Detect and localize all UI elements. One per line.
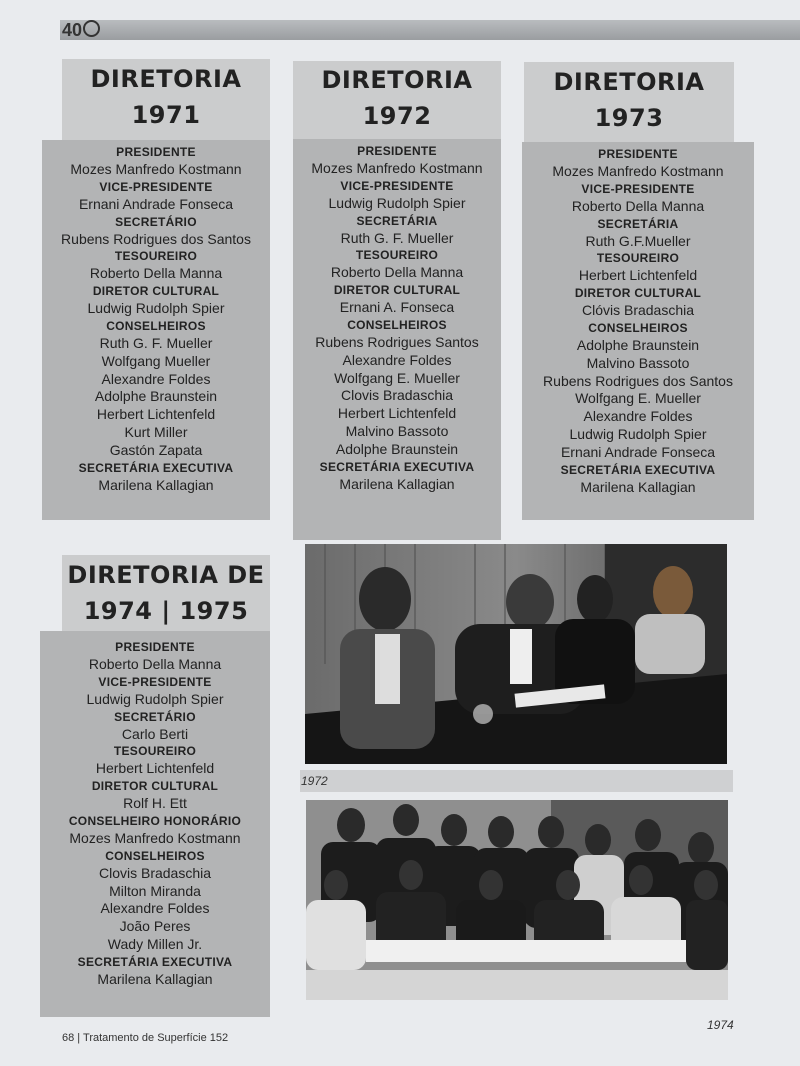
member-name: Clóvis Bradaschia — [581, 302, 695, 319]
role-label: TESOUREIRO — [596, 251, 680, 266]
member-name: Ruth G. F. Mueller — [340, 229, 454, 246]
member-name: Ludwig Rudolph Spier — [569, 425, 707, 442]
top-bar — [60, 20, 800, 40]
member-name: Alexandre Foldes — [342, 351, 452, 368]
role-label: PRESIDENTE — [115, 640, 195, 654]
role-label: TESOUREIRO — [114, 249, 198, 264]
member-name: Herbert Lichtenfeld — [96, 406, 216, 423]
member-name: Wolfgang E. Mueller — [575, 390, 701, 407]
role-label: CONSELHEIROS — [347, 317, 447, 332]
member-name: Marilena Kallagian — [98, 476, 214, 493]
board-year: 1971 — [131, 101, 201, 129]
role-label: SECRETÁRIA — [356, 213, 438, 228]
board-title: DIRETORIA — [90, 65, 242, 93]
board-title: DIRETORIA — [321, 66, 473, 94]
member-name: Adolphe Braunstein — [576, 336, 700, 353]
board-year: 1973 — [594, 104, 664, 132]
role-label: CONSELHEIROS — [106, 318, 206, 333]
member-name: João Peres — [119, 918, 191, 935]
role-label: PRESIDENTE — [357, 144, 437, 158]
member-name: Roberto Della Manna — [89, 265, 223, 282]
role-label: SECRETÁRIA — [597, 216, 679, 231]
board-title: DIRETORIA — [553, 68, 705, 96]
role-label: CONSELHEIROS — [588, 320, 688, 335]
photo-1972-caption: 1972 — [301, 774, 328, 788]
member-name: Malvino Bassoto — [586, 354, 690, 371]
role-label: VICE-PRESIDENTE — [581, 181, 695, 196]
member-name: Kurt Miller — [124, 423, 188, 440]
role-label: SECRETÁRIO — [114, 709, 196, 724]
member-name: Roberto Della Manna — [88, 656, 222, 672]
member-name: Marilena Kallagian — [97, 970, 213, 987]
member-name: Herbert Lichtenfeld — [95, 760, 215, 777]
board-title: DIRETORIA DE — [67, 561, 265, 589]
member-name: Alexandre Foldes — [100, 900, 210, 917]
member-name: Ludwig Rudolph Spier — [328, 194, 466, 211]
member-name: Mozes Manfredo Kostmann — [69, 829, 241, 846]
board-1973-members — [522, 142, 754, 520]
member-name: Roberto Della Manna — [571, 197, 705, 214]
board-1974-members — [40, 631, 270, 1017]
role-label: VICE-PRESIDENTE — [99, 179, 213, 194]
member-name: Milton Miranda — [109, 882, 201, 899]
member-name: Wolfgang E. Mueller — [334, 369, 460, 386]
member-name: Rolf H. Ett — [123, 795, 187, 812]
member-name: Roberto Della Manna — [330, 264, 464, 281]
role-label: TESOUREIRO — [355, 248, 439, 263]
group-photo-image — [306, 800, 728, 1000]
member-name: Alexandre Foldes — [583, 408, 693, 425]
role-label: SECRETÁRIA EXECUTIVA — [77, 954, 233, 969]
member-name: Alexandre Foldes — [101, 370, 211, 387]
role-label: DIRETOR CULTURAL — [91, 779, 219, 794]
role-label: CONSELHEIRO HONORÁRIO — [68, 813, 242, 828]
board-1973-header — [524, 62, 734, 142]
board-1972-header — [293, 61, 501, 139]
role-label: CONSELHEIROS — [105, 848, 205, 863]
photo-1974-group — [306, 800, 728, 1000]
caption-bar — [300, 770, 733, 792]
member-name: Rubens Rodrigues Santos — [315, 333, 479, 350]
member-name: Malvino Bassoto — [345, 422, 449, 439]
member-name: Clovis Bradaschia — [340, 387, 454, 404]
role-label: VICE-PRESIDENTE — [98, 674, 212, 689]
role-label: PRESIDENTE — [116, 145, 196, 159]
member-name: Ruth G.F.Mueller — [585, 232, 691, 249]
member-name: Rubens Rodrigues dos Santos — [543, 372, 733, 389]
member-name: Marilena Kallagian — [580, 478, 696, 495]
member-name: Ludwig Rudolph Spier — [86, 690, 224, 707]
member-name: Adolphe Braunstein — [335, 440, 459, 457]
role-label: TESOUREIRO — [113, 744, 197, 759]
member-name: Ludwig Rudolph Spier — [87, 300, 225, 317]
board-year: 1974 | 1975 — [83, 597, 249, 625]
member-name: Ernani Andrade Fonseca — [78, 195, 234, 212]
board-1971-header — [62, 59, 270, 141]
member-name: Herbert Lichtenfeld — [337, 405, 457, 422]
photo-1974-caption: 1974 — [707, 1018, 734, 1032]
board-year: 1972 — [362, 102, 432, 130]
role-label: SECRETÁRIA EXECUTIVA — [78, 460, 234, 475]
member-name: Clovis Bradaschia — [98, 864, 212, 881]
member-name: Mozes Manfredo Kostmann — [70, 161, 242, 177]
photo-1972-meeting — [305, 544, 727, 764]
role-label: PRESIDENTE — [598, 147, 678, 161]
board-1974-header — [62, 555, 270, 631]
role-label: SECRETÁRIA EXECUTIVA — [560, 462, 716, 477]
anniversary-logo: 40 — [62, 20, 100, 41]
member-name: Adolphe Braunstein — [94, 388, 218, 405]
role-label: SECRETÁRIO — [115, 214, 197, 229]
member-name: Gastón Zapata — [109, 441, 203, 458]
member-name: Mozes Manfredo Kostmann — [311, 160, 483, 176]
member-name: Wolfgang Mueller — [101, 352, 211, 369]
meeting-photo-image — [305, 544, 727, 764]
role-label: SECRETÁRIA EXECUTIVA — [319, 459, 475, 474]
board-1972-members — [293, 139, 501, 540]
member-name: Ernani A. Fonseca — [339, 299, 455, 316]
member-name: Rubens Rodrigues dos Santos — [61, 230, 251, 247]
logo-ring-icon — [83, 20, 100, 37]
role-label: VICE-PRESIDENTE — [340, 178, 454, 193]
page-footer: 68 | Tratamento de Superfície 152 — [62, 1032, 229, 1044]
role-label: DIRETOR CULTURAL — [92, 284, 220, 299]
member-name: Wady Millen Jr. — [107, 935, 203, 952]
member-name: Marilena Kallagian — [339, 475, 455, 492]
member-name: Mozes Manfredo Kostmann — [552, 163, 724, 179]
role-label: DIRETOR CULTURAL — [574, 286, 702, 301]
board-1971-members — [42, 140, 270, 520]
role-label: DIRETOR CULTURAL — [333, 283, 461, 298]
member-name: Ernani Andrade Fonseca — [560, 443, 716, 460]
member-name: Ruth G. F. Mueller — [99, 334, 213, 351]
member-name: Carlo Berti — [121, 725, 189, 742]
member-name: Herbert Lichtenfeld — [578, 267, 698, 284]
